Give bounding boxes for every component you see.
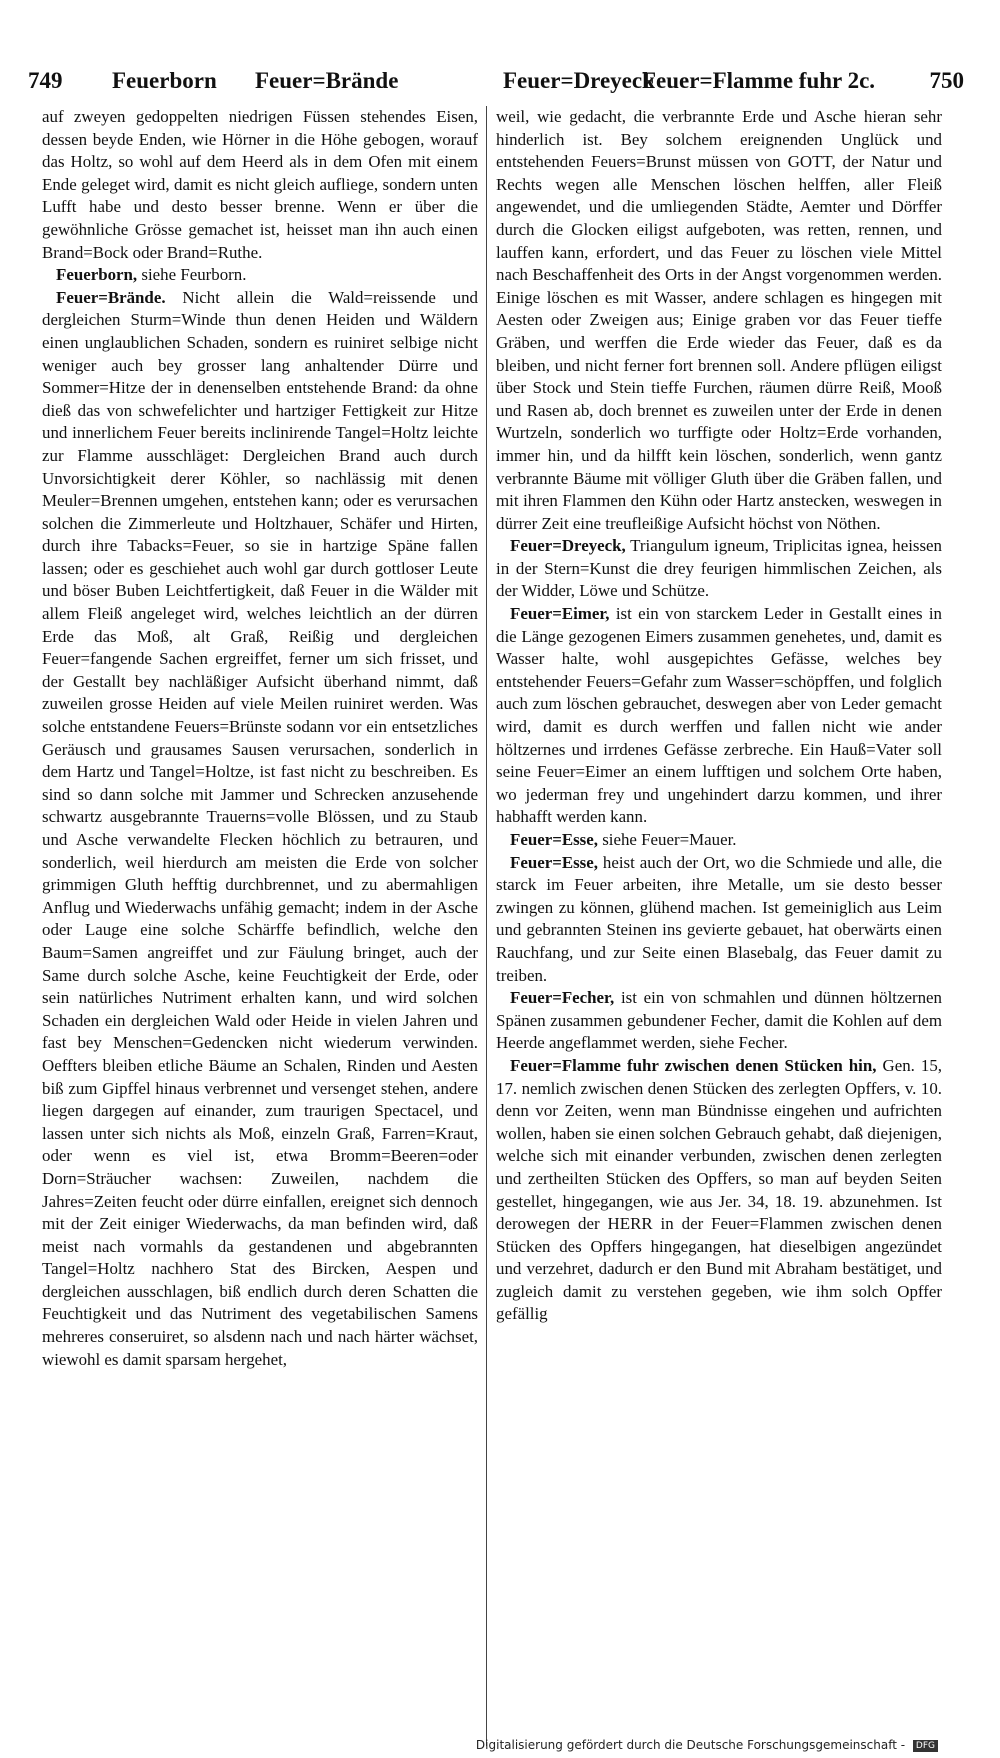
entry-lemma: Feuer=Eimer, [510,604,610,624]
entry-lemma: Feuerborn, [56,265,138,285]
entry-lemma: Feuer=Esse, [510,830,598,849]
entry-feuer-esse-2 [496,852,942,988]
left-column [42,106,478,1746]
dfg-logo: DFG [913,1740,938,1752]
entry-text: siehe Feuer=Mauer. [602,830,737,849]
entry-text: Nicht allein die Wald=reissende und dergleichen Sturm=Winde thun denen Heiden und Wäldern einen unglaublichen Schaden, sondern es ruiniret selbige nicht weniger auch bey grosser lang anhaltender Dürre und Sommer=Hitze der in denenselben entstehende Brand: da ohne dieß das von schwefelichter und hartziger Fettigkeit zur Hitze und innerlichem Feuer bereits inclinirende Tangel=Holtz leichte zur Flamme ausschläget: Dergleichen Brand auch durch Unvorsichtigkeit derer Köhler, so nachlässig mit denen Meuler=Brennen umgehen, entstehen kann; oder es verursachen solchen die Zimmerleute und Holtzhauer, Schäfer und Hirten, durch ihre Tabacks=Feuer, so sie in hartzige Späne fallen lassen; oder es geschiehet auch wohl gar durch gottloser Leute und böser Buben Leichtfertigkeit, daß Feuer in die Wälder mit allem Fleiß angeleget wird, welches leichtlich an der dürren Erde das Moß, alt Graß, Reißig und dergleichen Feuer=fangende Sachen ergreiffet, ferner um sich frisset, und der Gestallt bey nachläßiger Aufsicht überhand nimmt, daß zuweilen grosse Heiden auf viele Meilen ruiniret werden. Was solche entstandene Feuers=Brünste sodann vor ein entsetzliches Geräusch und grausames Sausen verursachen, sonderlich in dem Hartz und Tangel=Holtze, ist fast nicht zu beschreiben. Es sind so dann solche mit Jammer und Schrecken anzusehende schwartz ausgebrannte Trauerns=volle Blössen, und zu Staub und Asche verwandelte Flecken höchlich zu betrauren, und sonderlich, weil hierdurch am meisten die Erde von solcher grimmigen Gluth hefftig durchbrennet, und zu abermahligen Anflug und Wiederwachs unfähig gemacht; indem in der Asche oder Lauge eine solche Schärffe befindlich, welche den Baum=Samen angreiffet und zur Fäulung bringet, auch der Same durch solche Asche, keine Feuchtigkeit der Erde, oder sein natürliches Nutriment erhalten kann, und wird solchen Schaden ein dergleichen Wald oder Heide in vielen Jahren und fast bey Menschen=Gedencken nicht wiederum verwinden. Oeffters bleiben etliche Bäume an Schalen, Rinden und Aesten biß zum Gipffel hinaus verbrennet und versenget stehen, andere liegen dargegen auf einander, zum traurigen Spectacel, und lassen unter sich nichts als Moß, einzeln Graß, Farren=Kraut, oder wenn es viel ist, etwa Bromm=Beeren=oder Dorn=Sträucher wachsen: Zuweilen, nachdem die Jahres=Zeiten feucht oder dürre einfallen, ereignet sich dennoch mit der Zeit einiger Wiederwachs, da man befinden wird, daß meist nach vormahls da gestandenen und abgebrannten Tangel=Holtz nachhero Stat des Bircken, Aespen und dergleichen ausschlagen, biß endlich durch deren Schatten die Feuchtigkeit und das Nutriment des vegetabilischen Samens mehreres conseruiret, so alsdenn nach und nach härter wächset, wiewohl es damit sparsam hergehet, [42,287,478,1369]
continued-entry-text: auf zweyen gedoppelten niedrigen Füssen stehendes Eisen, dessen beyde Enden, wie Hörner in die Höhe gebogen, worauf das Holtz, so wohl auf dem Heerd als in dem Ofen mit einem Ende geleget wird, damit es nicht gleich aufliege, sondern unten Lufft habe und desto besser brenne. Wenn er über die gewöhnliche Grösse gemachet ist, heisset man ihn auch einen Brand=Bock oder Brand=Ruthe. [42,107,478,262]
entry-feuer-eimer [496,603,942,829]
entry-feuer-braende [42,287,478,1372]
entry-text: Triangulum igneum, Triplicitas ignea, heissen in der Stern=Kunst die drey feurigen himmlischen Zeichen, als der Widder, Löwe und Schütze. [496,536,942,601]
running-headword-4: Feuer=Flamme fuhr 2c. [642,68,876,93]
running-headword-3: Feuer=Dreyeck [503,68,655,93]
entry-lemma: Feuer=Flamme fuhr zwischen denen Stücken hin, [510,1055,877,1075]
entry-lemma: Feuer=Brände. [56,287,166,307]
entry-feuerborn [42,264,478,287]
entry-text: siehe Feurborn. [141,265,247,285]
entry-text: Gen. 15, 17. nemlich zwischen denen Stücken des zerlegten Opffers, v. 10. denn vor Zeiten, wenn man Bündnisse eingehen und aufrichten wollen, haben sie einen solchen Gebrauch gehabt, daß diejenigen, welche sich mit einander verbunden, zwischen denen zerlegten und zertheilten Stücken des Opffers, so man auf beyden Seiten gestellet, hingegangen, wie aus Jer. 34, 18. 19. abzunehmen. Ist derowegen der HERR in der Feuer=Flammen zwischen denen Stücken des Opffers hingegangen, hat dieselbigen angezündet und verzehret, dadurch er den Bund mit Abraham bestätiget, und zugleich damit zu verstehen gegeben, wie ihm solch Opffer gefällig [496,1055,942,1324]
page-number-left: 749 [28,68,63,93]
page-number-right: 750 [929,68,964,93]
entry-feuer-esse-1 [496,829,942,852]
entry-feuer-dreyeck [496,535,942,603]
entry-text: ist ein von starckem Leder in Gestallt eines in die Länge gezogenen Eimers zusammen genehetes, und, damit es Wasser halte, wohl ausgepichtes Gefässe, welches bey entstehender Feuers=Gefahr zum Wasser=schöpffen, und folglich auch zum löschen gebrauchet, deswegen aber von Leder gemacht wird, damit es durch werffen und fallen nicht wie ander höltzernes und irrdenes Gefässe zerbreche. Ein Hauß=Vater soll seine Feuer=Eimer an einem lufftigen und solchem Orte haben, wo jederman frey und ungehindert darzu kommen, und ihrer habhafft werden kann. [496,604,942,827]
column-divider [486,106,487,1746]
entry-lemma: Feuer=Dreyeck, [510,536,626,556]
entry-lemma: Feuer=Esse, [510,852,598,872]
entry-text: heist auch der Ort, wo die Schmiede und alle, die starck im Feuer arbeiten, ihre Metalle, um sie desto besser zwingen zu können, glühend machen. Ist gemeiniglich aus Leim und gebrannten Steinen ins gevierte gebauet, hat oberwärts einen Rauchfang, und zur Seite einen Blasebalg, das Feuer damit zu treiben. [496,852,942,985]
credit-text: Digitalisierung gefördert durch die Deutsche Forschungsgemeinschaft - [475,1738,906,1752]
continued-entry-text: weil, wie gedacht, die verbrannte Erde und Asche hieran sehr hinderlich ist. Bey solchem ereignenden Unglück und entstehenden Feuers=Brunst müssen von GOTT, der Natur und Rechts wegen alle Menschen löschen helffen, aller Fleiß angewendet, und die umliegenden Städte, Aemter und Dörffer durch die Glocken eiligst aufgeboten, was retten, rennen, und lauffen kann, erfordert, und das Feuer zu löschen viele Mittel nach Beschaffenheit des Orts in der Angst vorgenommen werden. Einige löschen es mit Wasser, andere schlagen es hingegen mit Aesten oder Zweigen aus; Einige graben vor das Feuer tieffe Gräben, und werffen die Erde wieder das Feuer, daß es da bleiben, und nicht ferner fort brennen soll. Andere pflügen eiligst über Stock und Stein tieffe Furchen, räumen dürre Reiß, Mooß und Rasen ab, doch brennet es zuweilen unter der Erde in denen Wurtzeln, sonderlich wo turffigte oder Holtz=Erde vorhanden, immer hin, und da hilfft kein löschen, sonderlich, wenn gantz verbrannte Bäume mit völliger Gluth über die Gräben fallen, und mit ihren Flammen den Kühn oder Hartz anstecken, weswegen in dürrer Zeit eine treufleißige Aufsicht höchst von Nöthen. [496,107,942,533]
running-header [20,60,970,100]
entry-lemma: Feuer=Fecher, [510,988,615,1008]
digitization-credit [476,1738,938,1752]
right-column [496,106,942,1746]
entry-text: ist ein von schmahlen und dünnen höltzernen Spänen zusammen gebundener Fecher, damit die Kohlen auf dem Heerde angeflammet werden, siehe Fecher. [496,988,942,1053]
entry-feuer-flamme [496,1055,942,1326]
running-headword-1: Feuerborn [112,68,217,93]
running-headword-2: Feuer=Brände [255,68,399,93]
entry-feuer-fecher [496,987,942,1055]
